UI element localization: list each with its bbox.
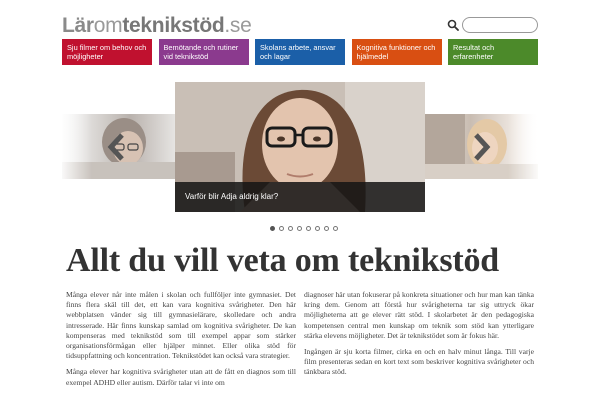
carousel-dot[interactable] [288,226,293,231]
carousel-dot[interactable] [297,226,302,231]
intro-paragraph: Ingången är sju korta filmer, cirka en och en halv minut långa. Till varje film presenteras sedan en kort text som beskriver kognitiva svårigheter och tänkbara stöd. [304,347,534,377]
intro-column-left [66,290,296,394]
slide-fade [508,114,538,179]
logo-part-se: .se [224,14,252,37]
nav-item-label: Resultat och erfarenheter [453,43,495,62]
carousel-caption: Varför blir Adja aldrig klar? [175,182,425,212]
nav-item-bemotande[interactable] [159,39,249,65]
search-icon[interactable] [447,19,459,31]
main-nav [62,39,538,65]
chevron-left-icon[interactable] [106,132,128,162]
nav-item-label: Kognitiva funktioner och hjälmedel [356,43,436,62]
slide-fade [62,114,92,179]
carousel-pager [270,226,338,232]
nav-item-label: Bemötande och rutiner vid teknikstöd [163,43,239,62]
nav-item-sju-filmer[interactable] [62,39,152,65]
carousel-dot[interactable] [270,226,275,231]
intro-paragraph: Många elever har kognitiva svårigheter utan att de fått en diagnos som till exempel ADHD eller autism. Därför talar vi inte om [66,367,296,387]
logo-part-om: om [93,14,123,37]
nav-item-label: Sju filmer om behov och möjligheter [67,43,147,62]
logo-part-teknikstod: teknikstöd [122,14,225,37]
carousel-dot[interactable] [315,226,320,231]
nav-item-kognitiva-funktioner[interactable] [352,39,442,65]
carousel-dot[interactable] [324,226,329,231]
intro-column-right [304,290,534,384]
logo-part-lar: Lär [62,14,94,37]
carousel [62,82,538,212]
carousel-slide-active[interactable] [175,82,425,212]
chevron-right-icon[interactable] [470,132,492,162]
carousel-dot[interactable] [333,226,338,231]
carousel-dot[interactable] [279,226,284,231]
nav-item-label: Skolans arbete, ansvar och lagar [260,43,336,62]
carousel-dot[interactable] [306,226,311,231]
intro-paragraph: Många elever når inte målen i skolan och fullföljer inte gymnasiet. Det finns flera skäl till det, ett kan vara kognitiva svårigheter. Den här webbplatsen vänder sig till gymnasielärare, skolledare och andra intresserade. Här finns kunskap samlad om kognitiva svårigheter. De kan kompenseras med teknikstöd som till exempel appar som stärker organisationsförmågan eller hjälper minnet. Eller olika stöd för tidsuppfattning och koncentration. Teknikstödet kan också vara strategier. [66,290,296,361]
intro-paragraph: diagnoser här utan fokuserar på konkreta situationer och hur man kan tänka kring dem. Genom att förstå hur svårigheterna tar sig uttryck ökar möjligheterna att ge elever rätt stöd. I skolarbetet är den pedagogiska kompetensen central men kunskap om teknik som stöd kan ytterligare stärka elevens möjligheter. Det är teknikstödet som är fokus här. [304,290,534,340]
site-logo[interactable] [62,14,252,38]
nav-item-resultat[interactable] [448,39,538,65]
search-input[interactable] [462,17,538,33]
page-title: Allt du vill veta om teknikstöd [66,242,500,279]
nav-item-skolans-arbete[interactable] [255,39,345,65]
